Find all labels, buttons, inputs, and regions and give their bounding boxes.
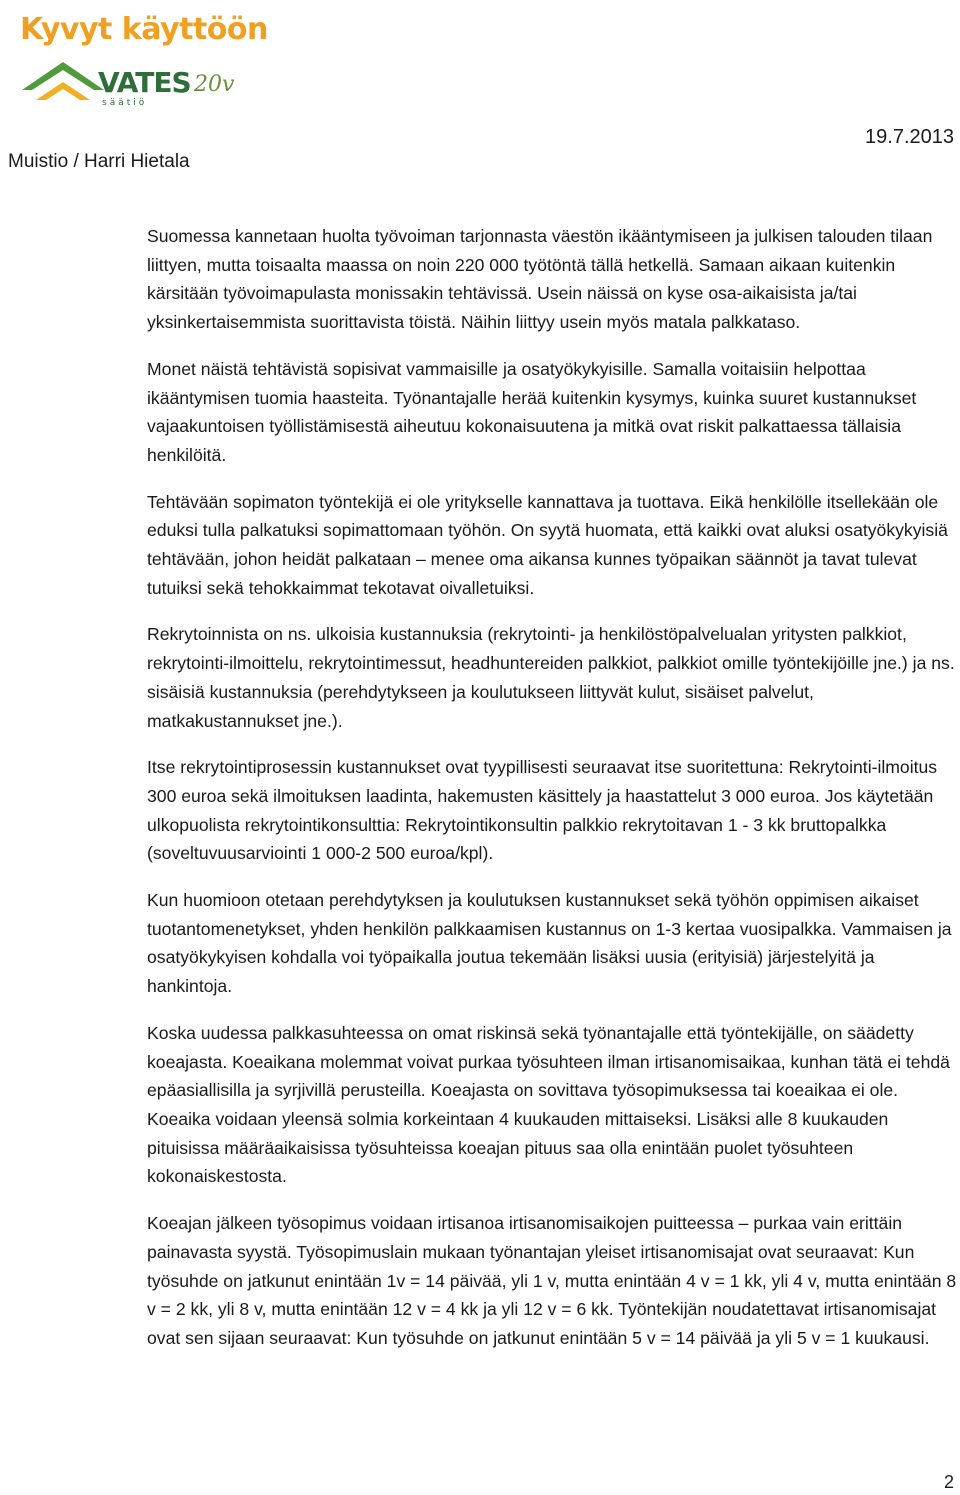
vates-logo xyxy=(12,8,268,108)
page-number: 2 xyxy=(943,1472,954,1492)
paragraph: Tehtävään sopimaton työntekijä ei ole yritykselle kannattava ja tuottava. Eikä henkilölle itsellekään ole eduksi tulla palkatuksi sopimattomaan työhön. On syytä huomata, että kaikki ovat aluksi osatyökykyisiä tehtävään, johon heidät palkataan – menee oma aikansa kunnes työpaikan säännöt ja tavat tulevat tutuiksi sekä tehokkaimmat tekotavat oivalletuiksi. xyxy=(147,491,948,598)
logo-anniversary: 20v xyxy=(194,72,235,97)
paragraph: Itse rekrytointiprosessin kustannukset ovat tyypillisesti seuraavat itse suoritettuna: Rekrytointi-ilmoitus 300 euroa sekä ilmoituksen laadinta, hakemusten käsittely ja haastattelut 3 000 euroa. Jos käytetään ulkopuolista rekrytointikonsulttia: Rekrytointikonsultin palkkio rekrytoitavan 1 - 3 kk bruttopalkka (soveltuvuusarviointi 1 000-2 500 euroa/kpl). xyxy=(147,757,938,864)
house-roof-icon xyxy=(18,56,108,106)
logo-brand: VATES xyxy=(98,66,191,99)
paragraph: Koeajan jälkeen työsopimus voidaan irtisanoa irtisanomisaikojen puitteessa – purkaa vain erittäin painavasta syystä. Työsopimuslain mukaan työnantajan yleiset irtisanomisajat ovat seuraavat: Kun työsuhde on jatkunut enintään 1v = 14 päivää, yli 1 v, mutta enintään 4 v = 1 kk, yli 4 v, mutta enintään 8 v = 2 kk, yli 8 v, mutta enintään 12 v = 4 kk ja yli 12 v = 6 kk. Työntekijän noudatettavat irtisanomisajat ovat sen sijaan seuraavat: Kun työsuhde on jatkunut enintään 5 v = 14 päivää ja yli 5 v = 1 kuukausi. xyxy=(147,1213,957,1348)
memo-body xyxy=(147,222,959,1371)
paragraph: Koska uudessa palkkasuhteessa on omat riskinsä sekä työnantajalle että työntekijälle, on säädetty koeajasta. Koeaikana molemmat voivat purkaa työsuhteen ilman irtisanomisaikaa, kunhan tätä ei tehdä epäasiallisilla ja syrjivillä perusteilla. Koeajasta on sovittava työsopimuksessa tai koeaikaa ei ole. Koeaika voidaan yleensä solmia korkeintaan 4 kuukauden mittaiseksi. Lisäksi alle 8 kuukauden pituisissa määräaikaisissa työsuhteissa koeajan pituus saa olla enintään puolet työsuhteen kokonaiskestosta. xyxy=(147,1022,950,1187)
logo-subtitle: säätiö xyxy=(102,98,148,108)
paragraph: Suomessa kannetaan huolta työvoiman tarjonnasta väestön ikääntymiseen ja julkisen talouden tilaan liittyen, mutta toisaalta maassa on noin 220 000 työtöntä tällä hetkellä. Samaan aikaan kuitenkin kärsitään työvoimapulasta monissakin tehtävissä. Usein näissä on kyse osa-aikaisista ja/tai yksinkertaisemmista suorittavista töistä. Näihin liittyy usein myös matala palkkataso. xyxy=(147,226,933,333)
paragraph: Rekrytoinnista on ns. ulkoisia kustannuksia (rekrytointi- ja henkilöstöpalvelualan yritysten palkkiot, rekrytointi-ilmoittelu, rekrytointimessut, headhuntereiden palkkiot, palkkiot omille työntekijöille jne.) ja ns. sisäisiä kustannuksia (perehdytykseen ja koulutukseen liittyvät kulut, sisäiset palvelut, matkakustannukset jne.). xyxy=(147,624,955,731)
paragraph: Kun huomioon otetaan perehdytyksen ja koulutuksen kustannukset sekä työhön oppimisen aikaiset tuotantomenetykset, yhden henkilön palkkaamisen kustannus on 1-3 kertaa vuosipalkka. Vammaisen ja osatyökykyisen kohdalla voi työpaikalla joutua tekemään lisäksi uusia (erityisiä) järjestelyitä ja hankintoja. xyxy=(147,890,952,997)
paragraph: Monet näistä tehtävistä sopisivat vammaisille ja osatyökykyisille. Samalla voitaisiin helpottaa ikääntymisen tuomia haasteita. Työnantajalle herää kuitenkin kysymys, kuinka suuret kustannukset vajaakuntoisen työllistämisestä aiheutuu kokonaisuutena ja mitkä ovat riskit palkattaessa tällaisia henkilöitä. xyxy=(147,358,917,465)
memo-author: Muistio / Harri Hietala xyxy=(8,151,190,172)
logo-title: Kyvyt käyttöön xyxy=(20,12,268,47)
memo-date: 19.7.2013 xyxy=(865,126,954,148)
